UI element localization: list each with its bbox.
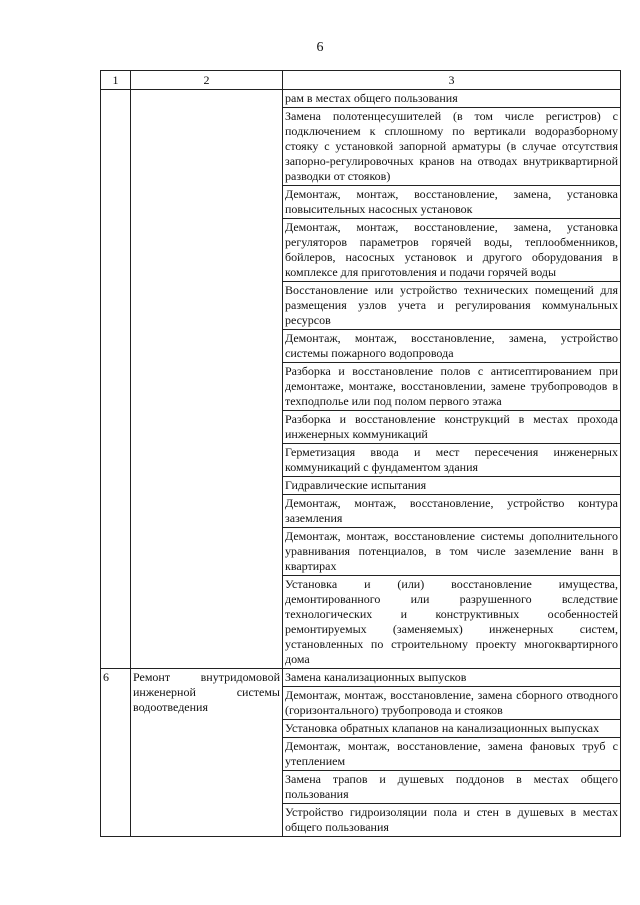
work-item: Демонтаж, монтаж, восстановление, замена, установка повысительных насосных установок — [283, 186, 621, 219]
work-item: Разборка и восстановление конструкций в местах прохода инженерных коммуникаций — [283, 411, 621, 444]
work-item: Разборка и восстановление полов с антисептированием при демонтаже, монтаже, восстановлении, замене трубопроводов в техподполье или под полом первого этажа — [283, 363, 621, 411]
work-item: Демонтаж, монтаж, восстановление, замена фановых труб с утеплением — [283, 738, 621, 771]
section-title: Ремонт внутридомовой инженерной системы водоотведения — [131, 669, 283, 837]
works-table — [100, 70, 621, 837]
section-number: 6 — [101, 669, 131, 837]
work-item: Демонтаж, монтаж, восстановление, замена сборного отводного (горизонтального) трубопровода и стояков — [283, 687, 621, 720]
work-item: Демонтаж, монтаж, восстановление системы дополнительного уравнивания потенциалов, в том числе заземление ванн в квартирах — [283, 528, 621, 576]
work-item: Установка обратных клапанов на канализационных выпусках — [283, 720, 621, 738]
page-number: 6 — [316, 40, 324, 55]
work-item: Демонтаж, монтаж, восстановление, замена, установка регуляторов параметров горячей воды, теплообменников, бойлеров, насосных установок и другого оборудования в комплексе для приготовления и подачи горячей воды — [283, 219, 621, 282]
work-item: Герметизация ввода и мест пересечения инженерных коммуникаций с фундаментом здания — [283, 444, 621, 477]
work-item: Гидравлические испытания — [283, 477, 621, 495]
work-item: Замена канализационных выпусков — [283, 669, 621, 687]
number-cell-empty — [101, 90, 131, 669]
section-cell-empty — [131, 90, 283, 669]
work-item: Установка и (или) восстановление имущества, демонтированного или разрушенного вследствие технологических и конструктивных особенностей ремонтируемых (заменяемых) инженерных систем, установленных по строительному проекту многоквартирного дома — [283, 576, 621, 669]
table-header-row — [101, 71, 621, 90]
header-col-1: 1 — [101, 71, 131, 90]
table-row — [101, 90, 621, 108]
header-col-2: 2 — [131, 71, 283, 90]
work-item: Замена трапов и душевых поддонов в местах общего пользования — [283, 771, 621, 804]
work-item: Замена полотенцесушителей (в том числе регистров) с подключением к сплошному по вертикали водоразборному стояку с установкой запорной арматуры (в случае отсутствия запорно-регулировочных кранов на отводах внутриквартирной разводки от стояков) — [283, 108, 621, 186]
table-row — [101, 669, 621, 687]
work-item: Демонтаж, монтаж, восстановление, замена, устройство системы пожарного водопровода — [283, 330, 621, 363]
header-col-3: 3 — [283, 71, 621, 90]
work-item: Устройство гидроизоляции пола и стен в душевых в местах общего пользования — [283, 804, 621, 837]
work-item: Демонтаж, монтаж, восстановление, устройство контура заземления — [283, 495, 621, 528]
work-item: рам в местах общего пользования — [283, 90, 621, 108]
work-item: Восстановление или устройство технических помещений для размещения узлов учета и регулирования коммунальных ресурсов — [283, 282, 621, 330]
